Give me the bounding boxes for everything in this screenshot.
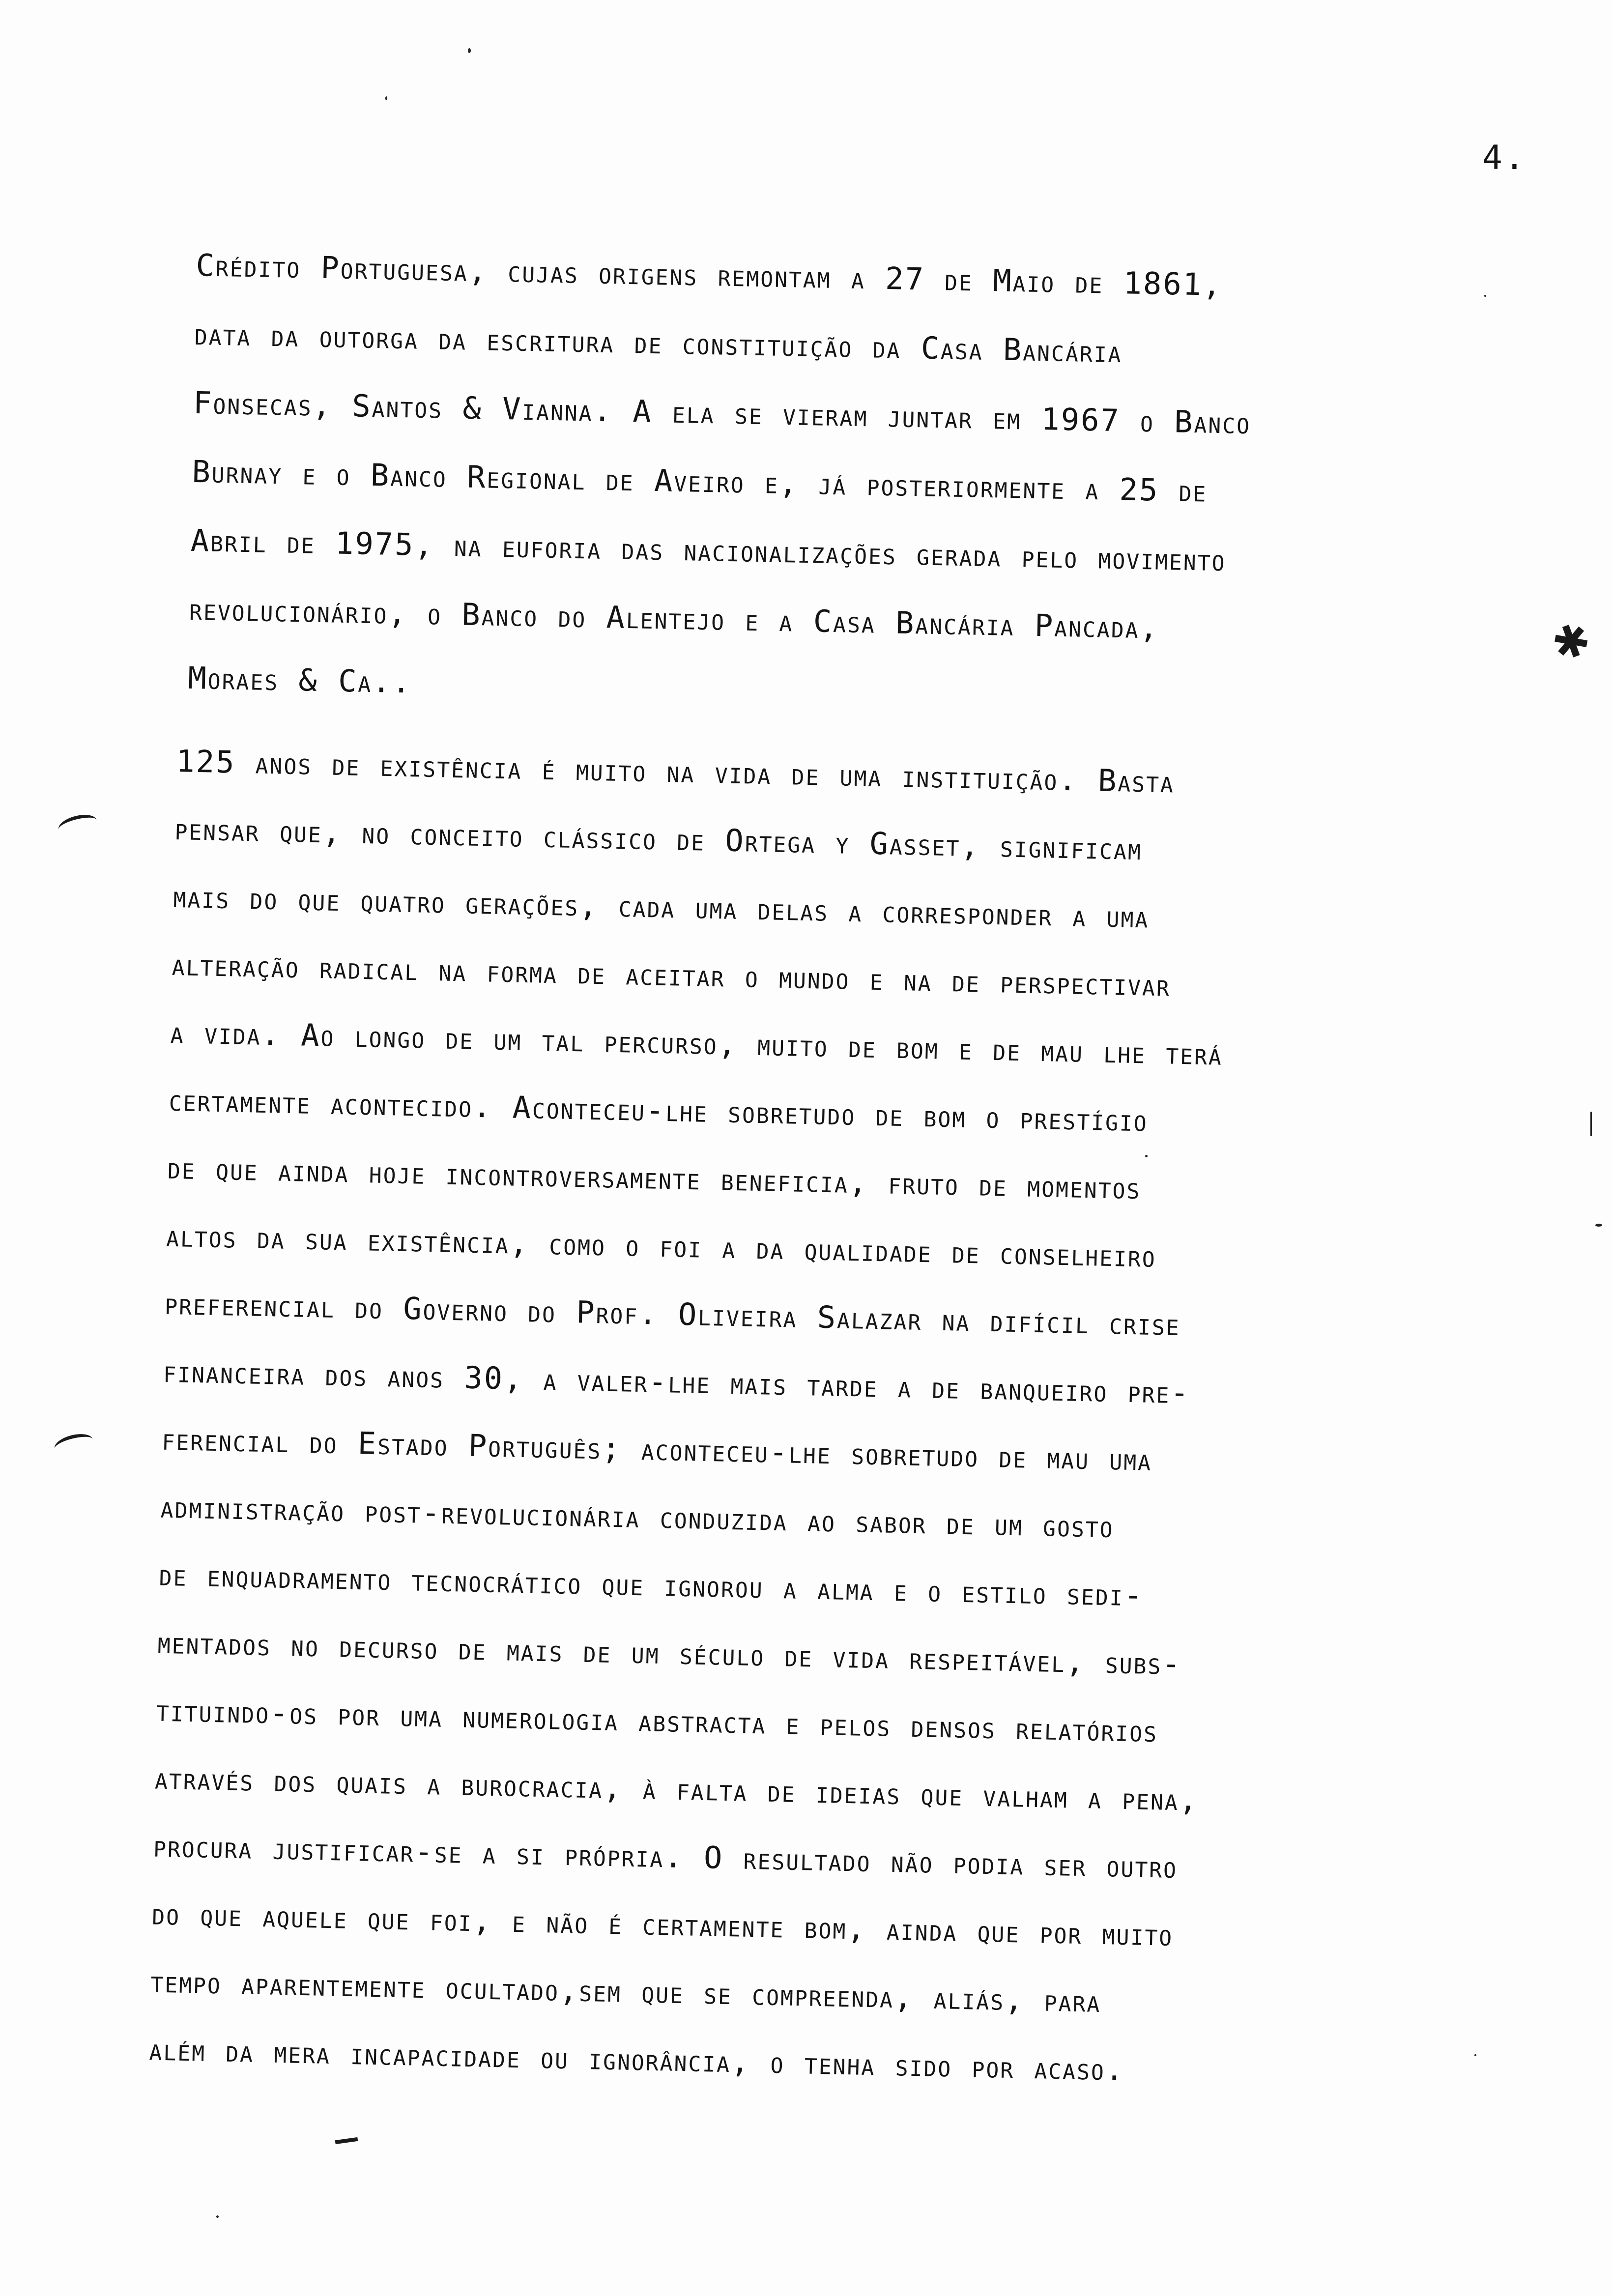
text-line: além da mera incapacidade ou ignorância, o tenha sido por acaso. — [148, 2031, 1126, 2088]
handwritten-cross-mark-icon: ✱ — [1545, 611, 1598, 673]
text-line: revolucionário, o Banco do Alentejo e a Casa Bancária Pancada, — [189, 591, 1160, 646]
page-number: 4. — [1482, 139, 1526, 177]
scan-speck — [1484, 295, 1486, 297]
text-line: ferencial do Estado Português; aconteceu-lhe sobretudo de mau uma — [161, 1421, 1152, 1478]
text-line: de enquadramento tecnocrático que ignorou a alma e o estilo sedi- — [159, 1556, 1144, 1613]
text-line: pensar que, no conceito clássico de Ortega y Gasset, significam — [174, 810, 1143, 867]
scan-speck — [1590, 1112, 1592, 1136]
scan-speck — [1145, 1155, 1148, 1157]
handwritten-dash-mark — [335, 2137, 358, 2144]
text-line: tempo aparentemente ocultado,sem que se compreenda, aliás, para — [150, 1963, 1102, 2019]
text-line: através dos quais a burocracia, à falta de ideias que valham a pena, — [154, 1760, 1200, 1818]
text-line: certamente acontecido. Aconteceu-lhe sobretudo de bom o prestígio — [169, 1082, 1149, 1139]
text-line: preferencial do Governo do Prof. Oliveira Salazar na difícil crise — [164, 1285, 1181, 1343]
text-line: financeira dos anos 30, a valer-lhe mais tarde a de banqueiro pre- — [163, 1353, 1191, 1411]
paragraph-2 — [148, 727, 1229, 2105]
scan-speck — [216, 2215, 219, 2218]
text-line: Fonsecas, Santos & Vianna. A ela se vieram juntar em 1967 o Banco — [193, 384, 1251, 441]
handwritten-arc-mark — [53, 1431, 95, 1458]
text-line: do que aquele que foi, e não é certamente bom, ainda que por muito — [151, 1895, 1174, 1953]
scan-speck — [1474, 2054, 1476, 2056]
text-line: Moraes & Ca.. — [187, 660, 412, 700]
text-line: mais do que quatro gerações, cada uma delas a corresponder a uma — [173, 878, 1150, 935]
text-line: administração post-revolucionária conduzida ao sabor de um gosto — [160, 1489, 1115, 1545]
text-line: Abril de 1975, na euforia das nacionalizações gerada pelo movimento — [190, 522, 1227, 578]
text-line: mentados no decurso de mais de um século de vida respeitável, subs- — [157, 1624, 1182, 1682]
scan-speck — [385, 96, 387, 100]
scan-speck — [1595, 1224, 1602, 1227]
text-line: procura justificar-se a si própria. O resultado não podia ser outro — [153, 1828, 1178, 1886]
text-line: alteração radical na forma de aceitar o mundo e na de perspectivar — [172, 946, 1171, 1004]
handwritten-arc-mark — [57, 811, 99, 838]
paragraph-1 — [187, 231, 1254, 733]
text-line: Crédito Portuguesa, cujas origens remontam a 27 de Maio de 1861, — [195, 247, 1223, 303]
text-line: Burnay e o Banco Regional de Aveiro e, já posteriormente a 25 de — [191, 453, 1208, 509]
text-line: tituindo-os por uma numerologia abstracta e pelos densos relatórios — [156, 1692, 1158, 1750]
text-line: 125 anos de existência é muito na vida de uma instituição. Basta — [175, 743, 1175, 800]
text-line: de que ainda hoje incontroversamente beneficia, fruto de momentos — [167, 1149, 1142, 1206]
text-line: data da outorga da escritura de constituição da Casa Bancária — [194, 316, 1123, 370]
text-line: a vida. Ao longo de um tal percurso, muito de bom e de mau lhe terá — [170, 1014, 1223, 1072]
text-line: altos da sua existência, como o foi a da qualidade de conselheiro — [166, 1217, 1157, 1274]
scan-speck — [468, 48, 471, 53]
